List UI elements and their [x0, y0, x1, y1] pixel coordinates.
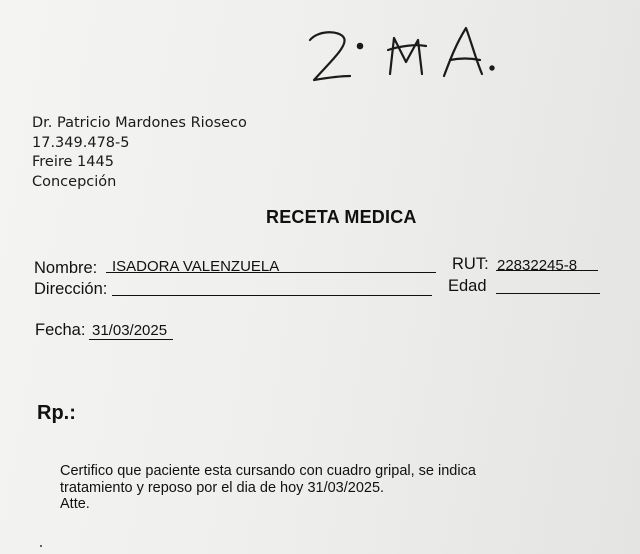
fecha-underline: [89, 339, 173, 340]
document-title: RECETA MEDICA: [266, 207, 417, 227]
edad-underline: [496, 293, 600, 294]
doctor-address: Freire 1445: [32, 154, 114, 170]
rut-value: 22832245-8: [497, 257, 578, 274]
direccion-label: Dirección:: [34, 280, 108, 298]
body-line: Atte.: [60, 496, 90, 512]
direccion-underline: [112, 295, 432, 296]
nombre-underline: [106, 272, 436, 273]
handwritten-note: [300, 10, 510, 90]
fecha-value: 31/03/2025: [92, 322, 168, 339]
body-line: tratamiento y reposo por el dia de hoy 31/03/2025.: [60, 479, 385, 496]
rut-underline: [496, 270, 598, 271]
paper-speck: [40, 545, 42, 547]
body-line: Certifico que paciente esta cursando con cuadro gripal, se indica: [60, 463, 476, 479]
doctor-city: Concepción: [32, 173, 117, 190]
doctor-name: Dr. Patricio Mardones Rioseco: [32, 115, 247, 131]
rp-label: Rp.:: [37, 402, 76, 424]
prescription-body: [60, 463, 580, 513]
doctor-rut: 17.349.478-5: [32, 134, 130, 151]
nombre-value: ISADORA VALENZUELA: [112, 258, 280, 275]
nombre-label: Nombre:: [34, 259, 98, 277]
rut-label: RUT:: [452, 255, 489, 273]
edad-label: Edad: [448, 277, 487, 295]
doctor-info: [32, 114, 247, 192]
fecha-label: Fecha:: [35, 321, 86, 339]
